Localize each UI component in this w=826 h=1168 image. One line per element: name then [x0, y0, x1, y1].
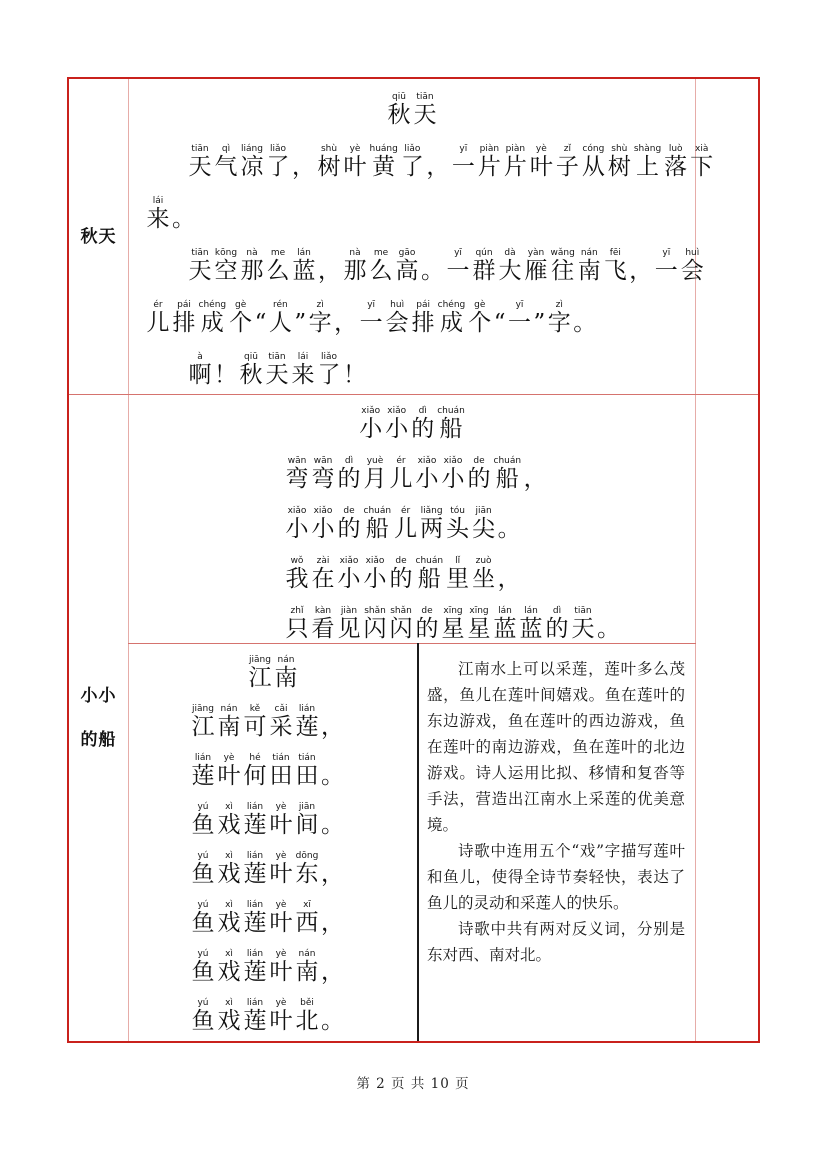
poem-line: 鱼yú 戏xì 莲lián 叶yè 西xī ，: [191, 900, 344, 936]
lesson2-title: 小xiǎo 小xiǎo 的dì 船chuán: [359, 406, 465, 442]
poem-line: 啊à ！ 秋qiū 天tiān 来lái 了liǎo ！: [188, 352, 366, 388]
analysis-paragraph-2: 诗歌中连用五个“戏”字描写莲叶和鱼儿，使得全诗节奏轻快，表达了鱼儿的灵动和采莲人的快乐。: [427, 842, 685, 912]
poem-line: 天tiān 气qì 凉liáng 了liǎo ， 树shù 叶yè 黄huáng 了liǎo ， 一yī 片piàn 片piàn 叶yè 子zǐ 从cóng 树shù 上shàng 落luò 下xià: [188, 144, 714, 180]
lesson1-title: 秋qiū 天tiān: [387, 92, 437, 128]
poem-line: 鱼yú 戏xì 莲lián 叶yè 东dōng ，: [191, 851, 344, 887]
poem-line: 鱼yú 戏xì 莲lián 叶yè 间jiān 。: [191, 802, 344, 838]
poem-line: 儿ér 排pái 成chéng 个gè “ 人rén ” 字zì ， 一yī 会huì 排pái 成chéng 个gè “ 一yī ” 字zì 。: [146, 300, 597, 336]
section-jiangnan-poem: [129, 644, 417, 1040]
poem-line: 只zhǐ 看kàn 见jiàn 闪shǎn 闪shǎn 的de 星xīng 星xīng 蓝lán 蓝lán 的dì 天tiān 。: [285, 606, 620, 642]
poem-line: 弯wān 弯wān 的dì 月yuè 儿ér 小xiǎo 小xiǎo 的de 船chuán ，: [285, 456, 547, 492]
poem-line: 小xiǎo 小xiǎo 的de 船chuán 儿ér 两liǎng 头tóu 尖jiān 。: [285, 506, 521, 542]
label-text: 秋天: [80, 226, 117, 247]
right-column-divider: [695, 79, 696, 1041]
section-xiaoxiaodechuan: [129, 395, 695, 643]
analysis-paragraph-3: 诗歌中共有两对反义词，分别是东对西、南对北。: [427, 920, 685, 964]
lesson3-body: [129, 692, 417, 1035]
sidebar-label-xiaoxiaodechuan: [69, 395, 128, 1040]
lesson1-body: [129, 129, 714, 389]
poem-line: 来lái 。: [146, 196, 195, 232]
section-qiutian: [129, 79, 714, 394]
poem-line: 鱼yú 戏xì 莲lián 叶yè 南nán ，: [191, 949, 344, 985]
lesson2-body: [129, 443, 695, 643]
section-jiangnan-analysis: [418, 644, 695, 1040]
lesson3-title: 江jiāng 南nán: [248, 655, 298, 691]
poem-line: 天tiān 空kōng 那nà 么me 蓝lán ， 那nà 么me 高gāo 。 一yī 群qún 大dà 雁yàn 往wǎng 南nán 飞fēi ， 一yī 会huì: [188, 248, 704, 284]
analysis-paragraph-1: 江南水上可以采莲，莲叶多么茂盛，鱼儿在莲叶间嬉戏。鱼在莲叶的东边游戏，鱼在莲叶的西边游戏，鱼在莲叶的南边游戏，鱼在莲叶的北边游戏。诗人运用比拟、移情和复沓等手法，营造出江南水上采莲的优美意境。: [427, 660, 685, 834]
label-text-line1: 小小: [80, 685, 117, 706]
poem-line: 江jiāng 南nán 可kě 采cǎi 莲lián ，: [191, 704, 344, 740]
poem-line: 我wǒ 在zài 小xiǎo 小xiǎo 的de 船chuán 里lǐ 坐zuò ，: [285, 556, 521, 592]
poem-line: 莲lián 叶yè 何hé 田tián 田tián 。: [191, 753, 344, 789]
sidebar-label-qiutian: [69, 79, 128, 394]
page-number-footer: 第 2 页 共 10 页: [356, 1076, 470, 1092]
lesson-table: [67, 77, 760, 1043]
label-text-line2: 的船: [80, 729, 117, 750]
poem-line: 鱼yú 戏xì 莲lián 叶yè 北běi 。: [191, 998, 344, 1034]
